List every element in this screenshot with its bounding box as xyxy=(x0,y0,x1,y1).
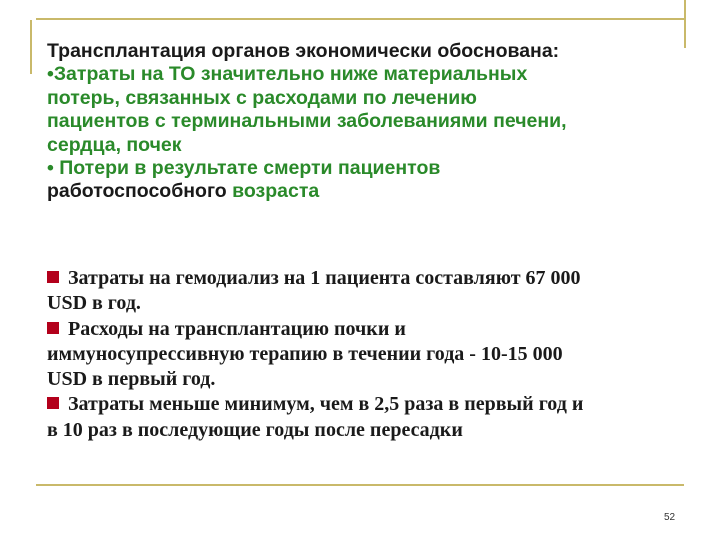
bullet2-line1: • Потери в результате смерти пациентов xyxy=(47,157,441,180)
bullet2-line2-part-a: работоспособного xyxy=(47,180,227,203)
bottom-divider-line xyxy=(36,484,684,486)
list-item-3-line-2: в 10 раз в последующие годы после пересадки xyxy=(47,418,463,441)
bullet1-line3: пациентов с терминальными заболеваниями печени, xyxy=(47,110,567,133)
list-item-2-line-2: иммуносупрессивную терапию в течении года - 10-15 000 xyxy=(47,342,563,365)
square-bullet-icon xyxy=(47,322,59,334)
top-paragraph xyxy=(47,40,707,204)
bottom-list xyxy=(47,266,707,443)
list-item-1-line-1 xyxy=(47,266,707,291)
square-bullet-icon xyxy=(47,397,59,409)
left-divider-line xyxy=(30,20,32,74)
bullet2-line2 xyxy=(47,180,707,203)
list-item-3-line-1 xyxy=(47,392,707,417)
square-bullet-icon xyxy=(47,271,59,283)
bullet1-line1: •Затраты на ТО значительно ниже материальных xyxy=(47,63,528,86)
page-number: 52 xyxy=(664,512,676,523)
bullet1-line4: сердца, почек xyxy=(47,133,182,156)
list-item-2-text-1: Расходы на трансплантацию почки и xyxy=(68,317,406,340)
list-item-1-line-2: USD в год. xyxy=(47,292,141,315)
bullet1-line2: потерь, связанных с расходами по лечению xyxy=(47,86,477,109)
top-divider-line xyxy=(36,18,684,20)
heading: Трансплантация органов экономически обоснована: xyxy=(47,40,560,62)
list-item-2-line-3: USD в первый год. xyxy=(47,368,216,391)
list-item-1-text-1: Затраты на гемодиализ на 1 пациента составляют 67 000 xyxy=(68,267,581,289)
bullet2-line2-part-b: возраста xyxy=(226,180,320,203)
list-item-2-line-1 xyxy=(47,317,707,342)
list-item-3-text-1: Затраты меньше минимум, чем в 2,5 раза в первый год и xyxy=(68,393,584,416)
